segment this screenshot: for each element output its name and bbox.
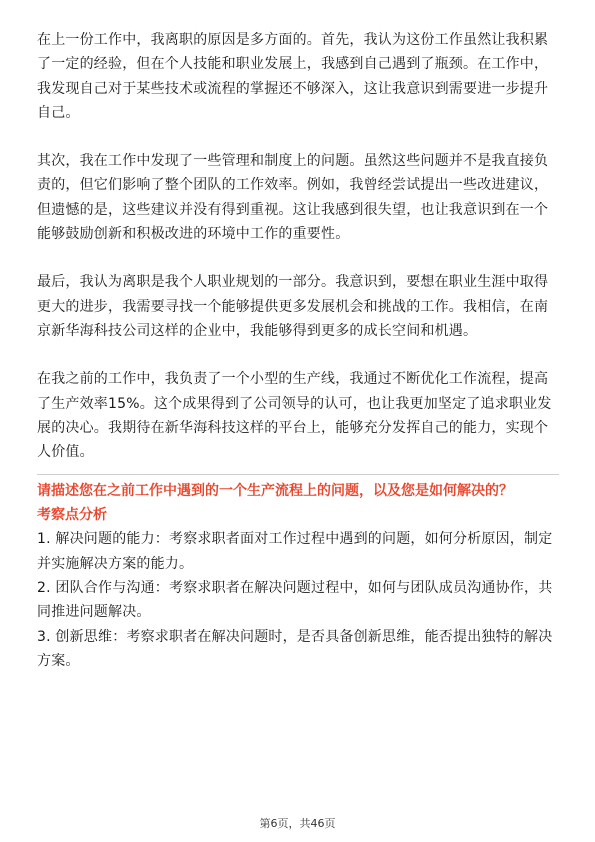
paragraph-gap [37, 246, 559, 270]
paragraph-3: 最后，我认为离职是我个人职业规划的一部分。我意识到，要想在职业生涯中取得更大的进步，我需要寻找一个能够提供更多发展机会和挑战的工作。我相信，在南京新华海科技公司这样的企业中，我能够得到更多的成长空间和机遇。 [37, 274, 549, 339]
paragraph-gap [37, 125, 559, 149]
analysis-point-3: 3. 创新思维：考察求职者在解决问题时，是否具备创新思维，能否提出独特的解决方案。 [37, 628, 553, 669]
page-number-footer: 第6页，共46页 [259, 817, 336, 830]
paragraph-1: 在上一份工作中，我离职的原因是多方面的。首先，我认为这份工作虽然让我积累了一定的经验，但在个人技能和职业发展上，我感到自己遇到了瓶颈。在工作中，我发现自己对于某些技术或流程的掌握还不够深入，这让我意识到需要进一步提升自己。 [37, 32, 549, 121]
analysis-point-1: 1. 解决问题的能力：考察求职者面对工作过程中遇到的问题，如何分析原因，制定并实施解决方案的能力。 [37, 531, 553, 572]
paragraph-4: 在我之前的工作中，我负责了一个小型的生产线，我通过不断优化工作流程，提高了生产效率15%。这个成果得到了公司领导的认可，也让我更加坚定了追求职业发展的决心。我期待在新华海科技这样的平台上，能够充分发挥自己的能力，实现个人价值。 [37, 371, 552, 461]
paragraph-2: 其次，我在工作中发现了一些管理和制度上的问题。虽然这些问题并不是我直接负责的，但它们影响了整个团队的工作效率。例如，我曾经尝试提出一些改进建议，但遗憾的是，这些建议并没有得到重视。这让我感到很失望，也让我意识到在一个能够鼓励创新和积极改进的环境中工作的重要性。 [37, 153, 549, 243]
document-body [37, 28, 559, 673]
analysis-point-2: 2. 团队合作与沟通：考察求职者在解决问题过程中，如何与团队成员沟通协作，共同推进问题解决。 [37, 580, 553, 621]
section-divider [37, 474, 559, 475]
analysis-heading: 考察点分析 [37, 507, 107, 524]
interview-question: 请描述您在之前工作中遇到的一个生产流程上的问题，以及您是如何解决的？ [37, 483, 513, 500]
paragraph-gap [37, 343, 559, 367]
